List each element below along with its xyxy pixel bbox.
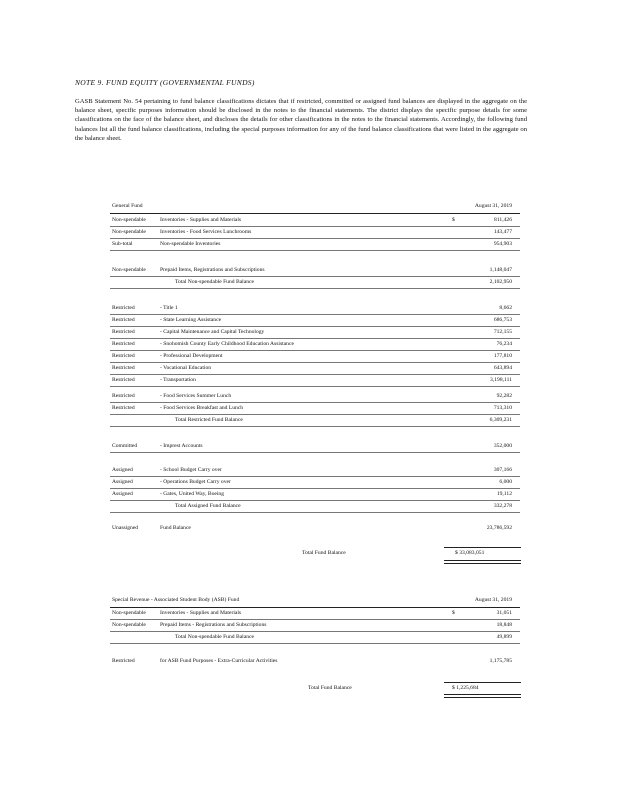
row-rule bbox=[110, 250, 520, 251]
row-classification: Restricted bbox=[112, 317, 135, 323]
row-description: Total Restricted Fund Balance bbox=[175, 417, 243, 423]
row-description: - Food Services Breakfast and Lunch bbox=[160, 405, 244, 411]
general-total-label: Total Fund Balance bbox=[302, 550, 346, 556]
row-description: - State Learning Assistance bbox=[160, 317, 222, 323]
row-amount: 1,175,785 bbox=[489, 658, 512, 664]
row-amount: 49,899 bbox=[496, 634, 512, 640]
row-classification: Committed bbox=[112, 443, 138, 449]
row-description: Inventories - Food Services Lunchrooms bbox=[160, 229, 252, 235]
header-rule bbox=[110, 213, 520, 214]
row-description: Prepaid Items, Registrations and Subscriptions bbox=[160, 267, 265, 273]
row-description: - Professional Development bbox=[160, 353, 223, 359]
asb-total-label: Total Fund Balance bbox=[308, 685, 352, 691]
note-heading: NOTE 9. FUND EQUITY (GOVERNMENTAL FUNDS) bbox=[75, 78, 255, 87]
row-description: - Operations Budget Carry over bbox=[160, 479, 231, 485]
row-amount: 92,282 bbox=[496, 393, 512, 399]
row-description: - Capital Maintenance and Capital Technology bbox=[160, 329, 265, 335]
row-description: Inventories - Supplies and Materials bbox=[160, 610, 242, 616]
row-rule bbox=[110, 500, 520, 501]
row-amount: 643,894 bbox=[493, 365, 512, 371]
row-amount: 332,278 bbox=[493, 503, 512, 509]
asb-fund-title: Special Revenue - Associated Student Body (ASB) Fund bbox=[112, 597, 240, 603]
row-amount: 3,198,111 bbox=[490, 377, 512, 383]
row-rule bbox=[110, 452, 520, 453]
row-rule bbox=[110, 326, 520, 327]
row-description: - Vocational Education bbox=[160, 365, 212, 371]
row-classification: Restricted bbox=[112, 329, 135, 335]
row-classification: Assigned bbox=[112, 479, 133, 485]
row-rule bbox=[110, 512, 520, 513]
row-amount: 23,786,592 bbox=[486, 525, 512, 531]
row-rule bbox=[110, 276, 520, 277]
row-description: - Snohomish County Early Childhood Education Assistance bbox=[160, 341, 294, 347]
row-description: - Imprest Accounts bbox=[160, 443, 203, 449]
row-rule bbox=[110, 238, 520, 239]
row-classification: Assigned bbox=[112, 467, 133, 473]
row-rule bbox=[110, 488, 520, 489]
row-rule bbox=[110, 314, 520, 315]
row-classification: Restricted bbox=[112, 341, 135, 347]
row-amount: 2,102,950 bbox=[489, 279, 512, 285]
row-classification: Assigned bbox=[112, 491, 133, 497]
gasb-paragraph: GASB Statement No. 54 pertaining to fund balance classifications dictates that if restricted, committed or assigned fund balances are displayed in the aggregate on the balance sheet, specific purposes information should be disclosed in the notes to the financial statements. The district displays the specific purpose details for some classifications on the face of the balance sheet, and discloses the details for other classifications in the notes to the financial statements. Accordingly, the following fund balances list all the fund balance classifications, including the special purposes information for any of the fund balance classifications that were listed in the aggregate on the balance sheet. bbox=[75, 98, 527, 142]
row-rule bbox=[110, 414, 520, 415]
row-classification: Unassigned bbox=[112, 525, 139, 531]
row-rule bbox=[110, 476, 520, 477]
total-double-rule bbox=[444, 694, 521, 698]
row-description: Non-spendable Inventories bbox=[160, 241, 221, 247]
row-description: Fund Balance bbox=[160, 525, 191, 531]
row-rule bbox=[110, 619, 520, 620]
row-description: for ASB Fund Purposes - Extra-Curricular Activities bbox=[160, 658, 278, 664]
row-amount: 76,234 bbox=[496, 341, 512, 347]
general-fund-title: General Fund bbox=[112, 203, 143, 209]
row-rule bbox=[110, 374, 520, 375]
row-classification: Restricted bbox=[112, 658, 135, 664]
row-classification: Non-spendable bbox=[112, 610, 146, 616]
header-rule bbox=[110, 607, 520, 608]
row-classification: Non-spendable bbox=[112, 622, 146, 628]
row-classification: Non-spendable bbox=[112, 229, 146, 235]
row-amount: 307,166 bbox=[493, 467, 512, 473]
row-amount: 177,810 bbox=[493, 353, 512, 359]
row-amount: 8,662 bbox=[499, 305, 512, 311]
row-amount: 19,112 bbox=[496, 491, 512, 497]
row-rule bbox=[110, 402, 520, 403]
row-description: Prepaid Items - Registrations and Subscriptions bbox=[160, 622, 267, 628]
row-amount: 6,309,231 bbox=[489, 417, 512, 423]
row-currency: $ bbox=[452, 610, 455, 616]
row-amount: 712,155 bbox=[493, 329, 512, 335]
row-classification: Restricted bbox=[112, 305, 135, 311]
total-top-rule bbox=[444, 547, 521, 548]
row-amount: 6,000 bbox=[499, 479, 512, 485]
row-rule bbox=[110, 288, 520, 289]
row-amount: 31,051 bbox=[496, 610, 512, 616]
row-rule bbox=[110, 426, 520, 427]
row-classification: Restricted bbox=[112, 377, 135, 383]
row-amount: 811,426 bbox=[494, 217, 512, 223]
row-rule bbox=[110, 631, 520, 632]
row-amount: 352,000 bbox=[493, 443, 512, 449]
row-description: - School Budget Carry over bbox=[160, 467, 222, 473]
row-description: - Food Services Summer Lunch bbox=[160, 393, 232, 399]
row-amount: 1,148,047 bbox=[489, 267, 512, 273]
row-rule bbox=[110, 386, 520, 387]
row-classification: Restricted bbox=[112, 393, 135, 399]
row-description: - Gates, United Way, Boeing bbox=[160, 491, 225, 497]
row-classification: Restricted bbox=[112, 405, 135, 411]
total-top-rule bbox=[444, 682, 521, 683]
row-classification: Restricted bbox=[112, 365, 135, 371]
row-classification: Sub-total bbox=[112, 241, 133, 247]
row-rule bbox=[110, 226, 520, 227]
row-description: Total Non-spendable Fund Balance bbox=[175, 279, 254, 285]
row-rule bbox=[110, 643, 520, 644]
row-rule bbox=[110, 350, 520, 351]
row-rule bbox=[110, 338, 520, 339]
row-classification: Restricted bbox=[112, 353, 135, 359]
row-amount: 954,903 bbox=[493, 241, 512, 247]
row-amount: 686,753 bbox=[493, 317, 512, 323]
row-currency: $ bbox=[452, 217, 455, 223]
row-classification: Non-spendable bbox=[112, 267, 146, 273]
row-amount: 18,848 bbox=[496, 622, 512, 628]
row-description: Inventories - Supplies and Materials bbox=[160, 217, 242, 223]
row-description: Total Non-spendable Fund Balance bbox=[175, 634, 254, 640]
row-description: - Transportation bbox=[160, 377, 196, 383]
asb-date-header: August 31, 2019 bbox=[474, 597, 512, 603]
general-date-header: August 31, 2019 bbox=[474, 203, 512, 209]
asb-total-amount: $ 1,225,684 bbox=[452, 685, 479, 691]
row-classification: Non-spendable bbox=[112, 217, 146, 223]
total-double-rule bbox=[444, 560, 521, 564]
row-rule bbox=[110, 362, 520, 363]
row-description: Total Assigned Fund Balance bbox=[175, 503, 241, 509]
row-amount: 143,477 bbox=[493, 229, 512, 235]
row-description: - Title 1 bbox=[160, 305, 178, 311]
row-amount: 713,310 bbox=[493, 405, 512, 411]
general-total-amount: $ 33,083,051 bbox=[455, 550, 485, 556]
